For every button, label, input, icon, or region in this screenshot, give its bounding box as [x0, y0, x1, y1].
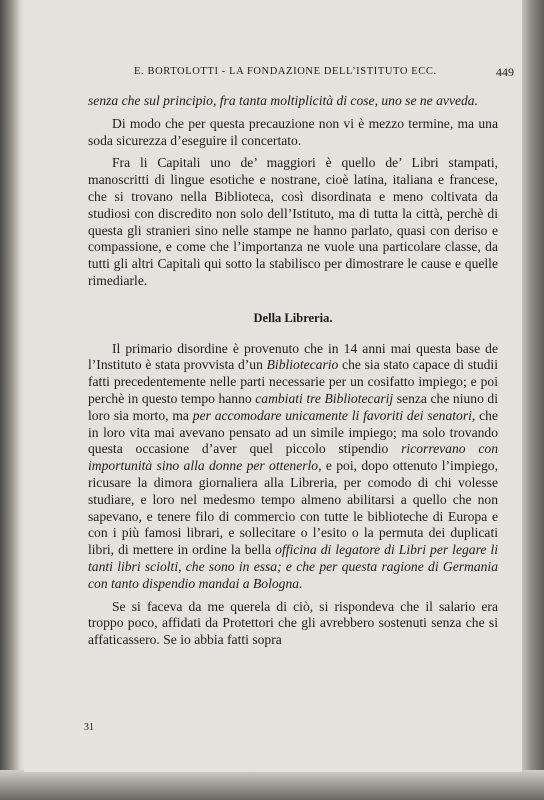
running-title: E. BORTOLOTTI - LA FONDAZIONE DELL’ISTITUTO ECC.	[134, 66, 437, 77]
paragraph-continuation	[88, 93, 498, 110]
section-title: Della Libreria.	[253, 310, 333, 325]
paragraph: Se si faceva da me querela di ciò, si rispondeva che il salario era troppo poco, affidati da Protettori che gli avrebbero sostenuti senza che si affaticassero. Se io abbia fatti sopra	[88, 598, 498, 648]
italic-text: senza che sul principio, fra tanta moltiplicità di cose, uno se ne avveda.	[88, 93, 479, 108]
paragraph: Di modo che per questa precauzione non vi è mezzo termine, ma una soda sicurezza d’eseguire il concertato.	[88, 115, 498, 148]
page-number: 449	[496, 65, 514, 79]
text-run: Il primario disordine è provenuto che in 14 anni mai questa base de l’Instituto è stata provvista d’un	[88, 340, 498, 373]
signature-mark: 31	[84, 722, 94, 733]
scan-bottom-edge	[0, 770, 544, 800]
scan-right-edge	[520, 0, 544, 800]
text-run: che in loro vita mai avevano pensato ad un simile impiego; ma solo trovando questa occasione d’aver quel piccolo stipendio	[88, 407, 498, 457]
italic-text: officina di legatore di Libri per legare li tanti libri sciolti, che sono in essa; e che per questa ragione di Germania con tanto dispendio mandai a Bologna.	[88, 542, 498, 591]
italic-text: per accomodare unicamente li favoriti dei senatori,	[192, 407, 476, 423]
italic-text: cambiati tre Bibliotecarij	[255, 390, 394, 406]
italic-text: ricorrevano con importunità sino alla donne per ottenerlo,	[88, 441, 498, 474]
text-run: senza che niuno di loro sia morto, ma	[88, 390, 498, 423]
scan-left-edge	[0, 0, 26, 800]
body-text	[88, 93, 498, 649]
text-run: che sia stato capace di studii fatti precedentemente nelle parti necessarie per un cosifatto impiego; e poi perchè in questo tempo hanno	[88, 357, 498, 406]
text-run: e poi, dopo ottenuto l’impiego, ricusare la dimora giornaliera alla Libreria, per comodo di chi volesse studiare, e loro nel medesmo tempo almeno abilitarsi a quello che non sapevano, e tenere filo di commercio con tutte le biblioteche di Europa e con i più famosi librari, e sollecitare o l’esito o la permuta dei duplicati libri, di mettere in ordine la bella	[88, 458, 498, 558]
book-page	[24, 0, 522, 772]
paragraph: Fra li Capitali uno de’ maggiori è quello de’ Libri stampati, manoscritti di lingue esotiche e nostrane, cioè latina, italiana e francese, che si trovano nella Biblioteca, così disordinata e meno coltivata da studiosi con discredito non solo dell’Istituto, ma di tutta la città, perchè di questa gli stranieri sino nelle stampe ne hanno parlato, quasi con deriso e compassione, e come che l’importanza ne vuole una particolare classe, da tutti gli altri Capitali qui sotto la stabilisco per dimostrare le cause e quelle rimediarle.	[88, 155, 498, 288]
paragraph-libreria	[88, 341, 498, 593]
italic-text: Bibliotecario	[266, 357, 339, 373]
